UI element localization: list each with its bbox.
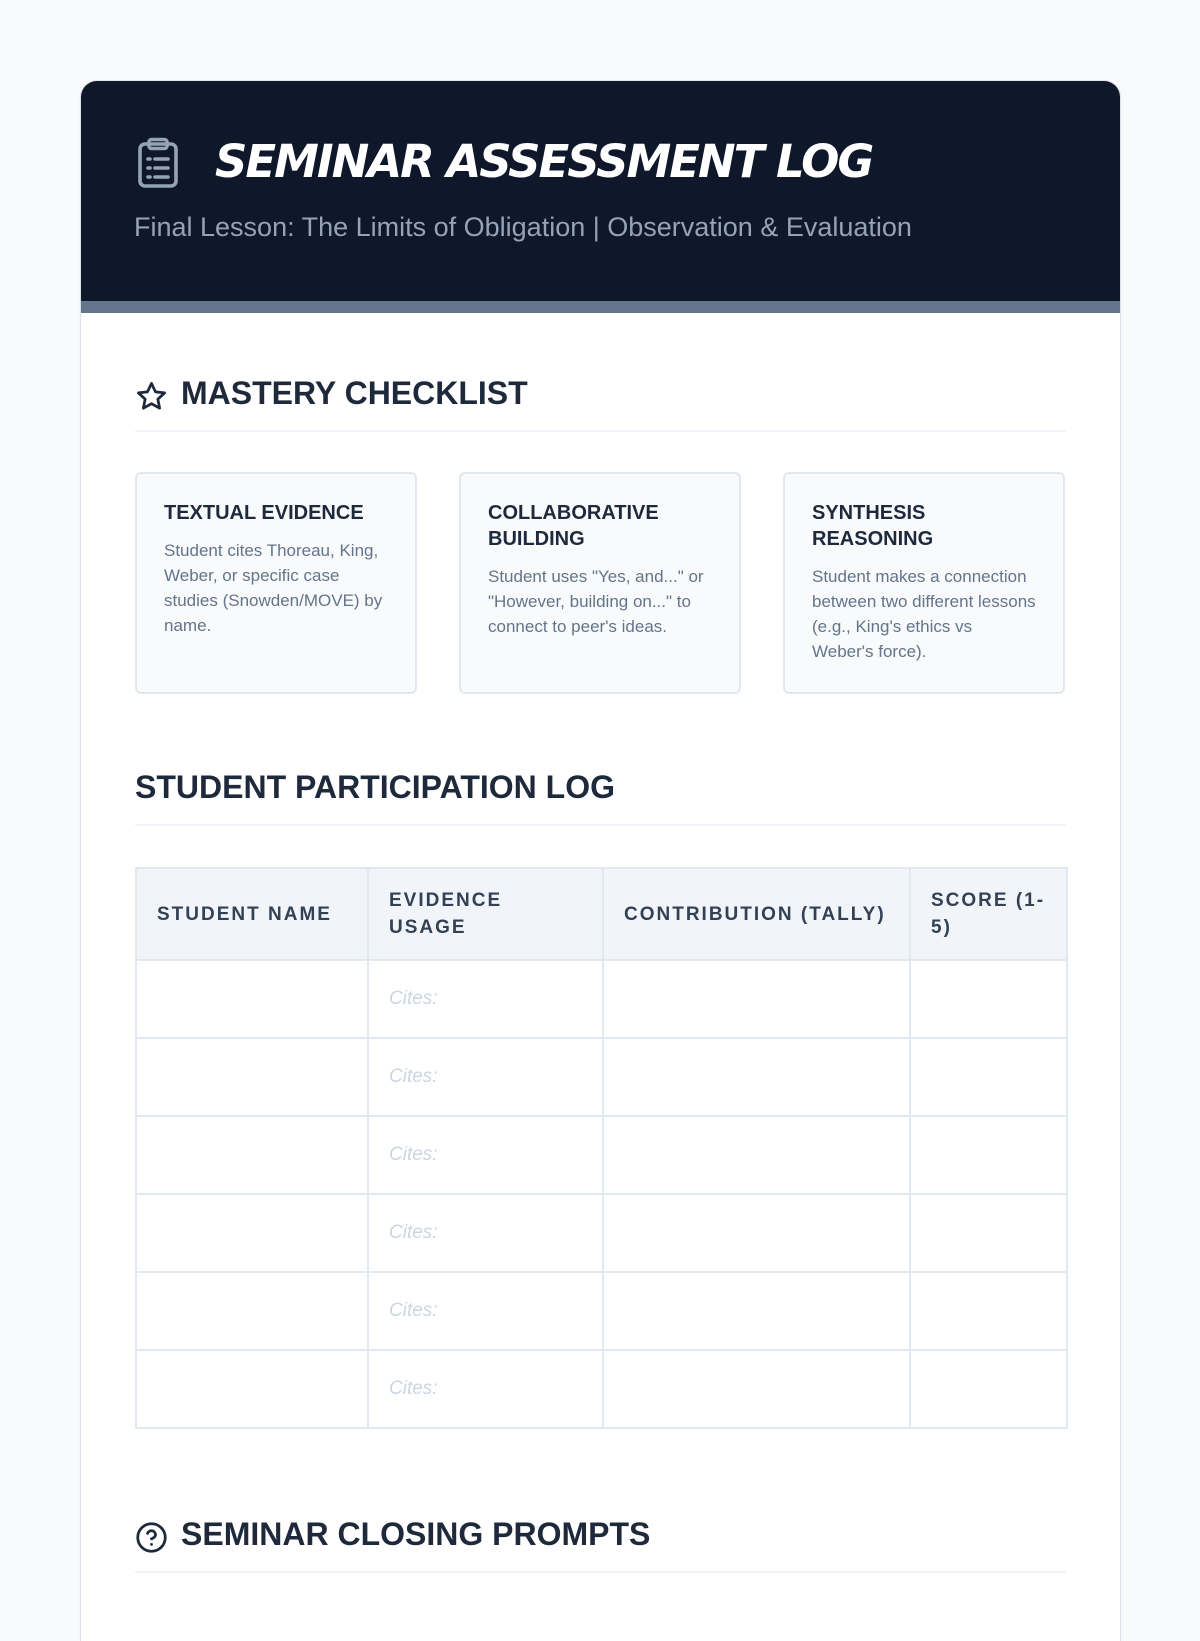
closing-title: SEMINAR CLOSING PROMPTS	[181, 1516, 651, 1552]
evidence-cell[interactable]	[368, 1272, 603, 1350]
table-row	[136, 1116, 1067, 1194]
score-cell[interactable]	[910, 1116, 1067, 1194]
table-row	[136, 1038, 1067, 1116]
score-cell[interactable]	[910, 1272, 1067, 1350]
student-name-cell[interactable]	[136, 1116, 368, 1194]
card-title: SYNTHESIS REASONING	[812, 502, 934, 550]
column-header-student-name: STUDENT NAME	[136, 868, 368, 960]
assessment-sheet	[81, 81, 1120, 1641]
score-cell[interactable]	[910, 1194, 1067, 1272]
table-row	[136, 960, 1067, 1038]
student-name-cell[interactable]	[136, 1194, 368, 1272]
evidence-cell[interactable]	[368, 1116, 603, 1194]
evidence-cell[interactable]	[368, 960, 603, 1038]
student-name-cell[interactable]	[136, 1272, 368, 1350]
score-cell[interactable]	[910, 1038, 1067, 1116]
student-name-cell[interactable]	[136, 960, 368, 1038]
score-cell[interactable]	[910, 1350, 1067, 1428]
table-row	[136, 1350, 1067, 1428]
table-header-row	[136, 868, 1067, 960]
checklist-card-textual-evidence	[135, 472, 417, 694]
tally-cell[interactable]	[603, 1272, 910, 1350]
evidence-cell[interactable]	[368, 1194, 603, 1272]
evidence-cell[interactable]	[368, 1038, 603, 1116]
cites-placeholder: Cites:	[389, 1378, 438, 1399]
star-icon	[135, 380, 168, 413]
clipboard-icon	[137, 137, 179, 189]
closing-section-header	[135, 1511, 1066, 1573]
participation-section-header	[135, 764, 1066, 826]
column-header-contribution: CONTRIBUTION (TALLY)	[603, 868, 910, 960]
student-name-cell[interactable]	[136, 1350, 368, 1428]
tally-cell[interactable]	[603, 960, 910, 1038]
card-title: COLLABORATIVE BUILDING	[488, 502, 659, 550]
card-text: Student uses "Yes, and..." or "However, building on..." to connect to peer's ideas.	[488, 567, 704, 636]
cites-placeholder: Cites:	[389, 1222, 438, 1243]
score-cell[interactable]	[910, 960, 1067, 1038]
student-name-cell[interactable]	[136, 1038, 368, 1116]
table-row	[136, 1272, 1067, 1350]
checklist-card-collaborative-building	[459, 472, 741, 694]
cites-placeholder: Cites:	[389, 1144, 438, 1165]
card-text: Student makes a connection between two different lessons (e.g., King's ethics vs Weber's force).	[812, 567, 1036, 661]
column-header-score: SCORE (1-5)	[910, 868, 1067, 960]
tally-cell[interactable]	[603, 1350, 910, 1428]
card-text: Student cites Thoreau, King, Weber, or specific case studies (Snowden/MOVE) by name.	[164, 541, 383, 635]
mastery-section-header	[135, 370, 1066, 432]
participation-table	[135, 867, 1068, 1429]
mastery-title: MASTERY CHECKLIST	[181, 375, 528, 411]
header-banner	[81, 81, 1120, 313]
cites-placeholder: Cites:	[389, 988, 438, 1009]
tally-cell[interactable]	[603, 1116, 910, 1194]
cites-placeholder: Cites:	[389, 1300, 438, 1321]
evidence-cell[interactable]	[368, 1350, 603, 1428]
participation-title: STUDENT PARTICIPATION LOG	[135, 769, 615, 805]
tally-cell[interactable]	[603, 1038, 910, 1116]
page-subtitle: Final Lesson: The Limits of Obligation | Observation & Evaluation	[134, 212, 912, 242]
help-circle-icon	[135, 1521, 168, 1554]
card-title: TEXTUAL EVIDENCE	[164, 502, 364, 524]
checklist-card-synthesis-reasoning	[783, 472, 1065, 694]
tally-cell[interactable]	[603, 1194, 910, 1272]
page-title: SEMINAR ASSESSMENT LOG	[215, 135, 873, 188]
cites-placeholder: Cites:	[389, 1066, 438, 1087]
column-header-evidence-usage: EVIDENCE USAGE	[368, 868, 603, 960]
table-row	[136, 1194, 1067, 1272]
